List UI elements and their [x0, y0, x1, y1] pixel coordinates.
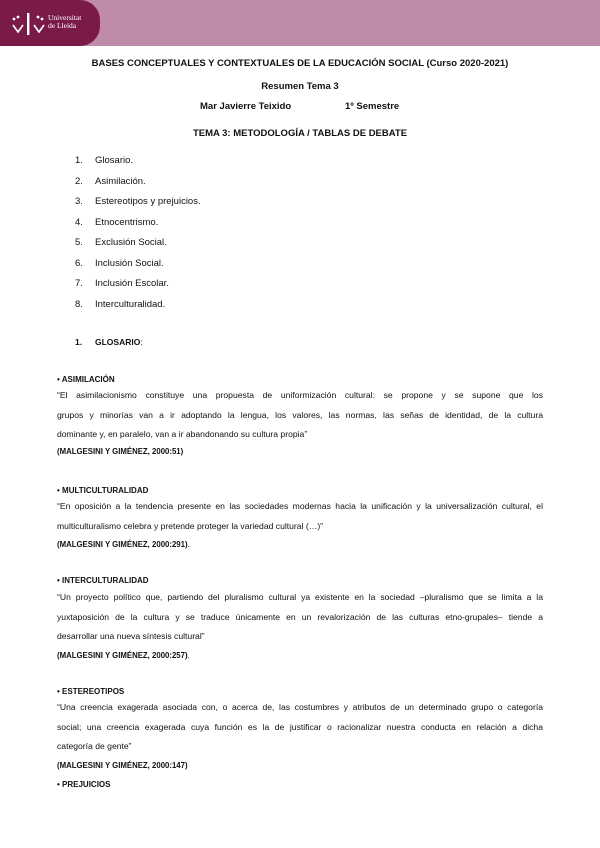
toc-item-number: 8. — [75, 298, 83, 310]
quote-line: grupos y minorías van a ir adoptando la lengua, los valores, las normas, las señas de identidad, de la cultura — [57, 409, 543, 420]
toc-item-label: Estereotipos y prejuicios. — [95, 196, 201, 207]
quote-multiculturalidad — [57, 497, 543, 536]
toc-item — [75, 217, 201, 238]
section-heading-multiculturalidad: • MULTICULTURALIDAD — [57, 486, 149, 495]
university-logo-text — [48, 14, 81, 30]
toc-item — [75, 299, 201, 320]
quote-estereotipos — [57, 698, 543, 757]
logo-line-1: Universitat — [48, 13, 82, 22]
document-subtitle: Resumen Tema 3 — [261, 81, 339, 92]
toc-item-number: 5. — [75, 237, 83, 248]
citation-text: (MALGESINI Y GIMÉNEZ, 2000:291) — [57, 540, 188, 549]
section-heading-asimilacion: • ASIMILACIÓN — [57, 375, 115, 384]
citation-tail: . — [187, 651, 190, 660]
university-logo[interactable] — [0, 0, 100, 46]
document-title-main: BASES CONCEPTUALES Y CONTEXTUALES DE LA EDUCACIÓN SOCIAL — [91, 58, 424, 69]
toc-item-label: Asimilación. — [95, 175, 146, 187]
toc-item-number: 6. — [75, 257, 83, 269]
toc-item-number: 2. — [75, 175, 83, 187]
toc-item-label: Inclusión Social. — [95, 257, 164, 269]
toc-item — [75, 278, 201, 299]
citation-text: (MALGESINI Y GIMÉNEZ, 2000:51) — [57, 447, 184, 456]
document-title — [0, 58, 600, 69]
author-name: Mar Javierre Teixido — [200, 101, 292, 112]
table-of-contents — [75, 155, 201, 319]
toc-item — [75, 155, 201, 176]
toc-item — [75, 258, 201, 279]
toc-item-label: Interculturalidad. — [95, 298, 166, 310]
quote-line: multiculturalismo celebra y pretende proteger la variedad cultural (…)” — [57, 520, 324, 531]
section-heading-interculturalidad: • INTERCULTURALIDAD — [57, 576, 149, 585]
university-logo-icon — [7, 9, 47, 39]
quote-asimilacion — [57, 386, 543, 445]
citation-multiculturalidad — [57, 540, 190, 549]
toc-item-label: Inclusión Escolar. — [95, 278, 169, 289]
citation-asimilacion — [57, 447, 183, 456]
quote-line: social; una creencia exagerada cuya función es la de justificar o racionalizar nuestra conducta en relación a dicha — [57, 721, 543, 732]
glosario-label: GLOSARIO — [95, 337, 141, 347]
toc-item — [75, 196, 201, 217]
toc-item-number: 3. — [75, 196, 83, 207]
header-band — [0, 0, 600, 46]
glosario-heading — [75, 337, 143, 347]
quote-line: dominante y, en paralelo, van a ir abandonando su cultura propia” — [57, 429, 308, 439]
quote-line: yuxtaposición de la cultura y se traduce únicamente en un revalorización de las culturas etno-grupales– tiende a — [57, 611, 543, 622]
tema-heading: TEMA 3: METODOLOGÍA / TABLAS DE DEBATE — [192, 128, 408, 139]
quote-line: desarrollar una nueva síntesis cultural” — [57, 631, 205, 641]
citation-text: (MALGESINI Y GIMÉNEZ, 2000:147) — [57, 761, 188, 770]
toc-item — [75, 176, 201, 197]
section-heading-estereotipos: • ESTEREOTIPOS — [57, 687, 125, 696]
toc-item-number: 4. — [75, 216, 83, 228]
citation-estereotipos — [57, 761, 188, 770]
citation-interculturalidad — [57, 651, 190, 660]
semester: 1º Semestre — [345, 101, 400, 112]
citation-text: (MALGESINI Y GIMÉNEZ, 2000:257) — [57, 651, 188, 660]
toc-item-label: Exclusión Social. — [95, 237, 167, 248]
quote-line: “Un proyecto político que, partiendo del pluralismo cultural ya existente en la sociedad –pluralismo que se limita a la — [57, 592, 543, 602]
quote-line: “El asimilacionismo constituye una propuesta de uniformización cultural: se propone y se supone que los — [57, 390, 543, 400]
citation-tail: . — [187, 540, 190, 549]
toc-item — [75, 237, 201, 258]
document-title-course: (Curso 2020-2021) — [426, 58, 509, 69]
glosario-colon: : — [140, 337, 143, 347]
toc-item-number: 1. — [75, 155, 83, 166]
toc-item-label: Etnocentrismo. — [95, 216, 159, 228]
toc-item-number: 7. — [75, 278, 83, 289]
glosario-number: 1. — [75, 337, 83, 347]
toc-item-label: Glosario. — [95, 155, 134, 166]
logo-line-2: de Lleida — [48, 21, 77, 30]
quote-line: “En oposición a la tendencia presente en las sociedades modernas hacia la unificación y la universalización cultural, el — [57, 501, 543, 511]
quote-line: categoría de gente” — [57, 741, 132, 751]
quote-interculturalidad — [57, 588, 543, 647]
section-heading-prejuicios: • PREJUICIOS — [57, 780, 111, 789]
quote-line: “Una creencia exagerada asociada con, o acerca de, las costumbres y atributos de un determinado grupo o categoría — [57, 702, 543, 712]
